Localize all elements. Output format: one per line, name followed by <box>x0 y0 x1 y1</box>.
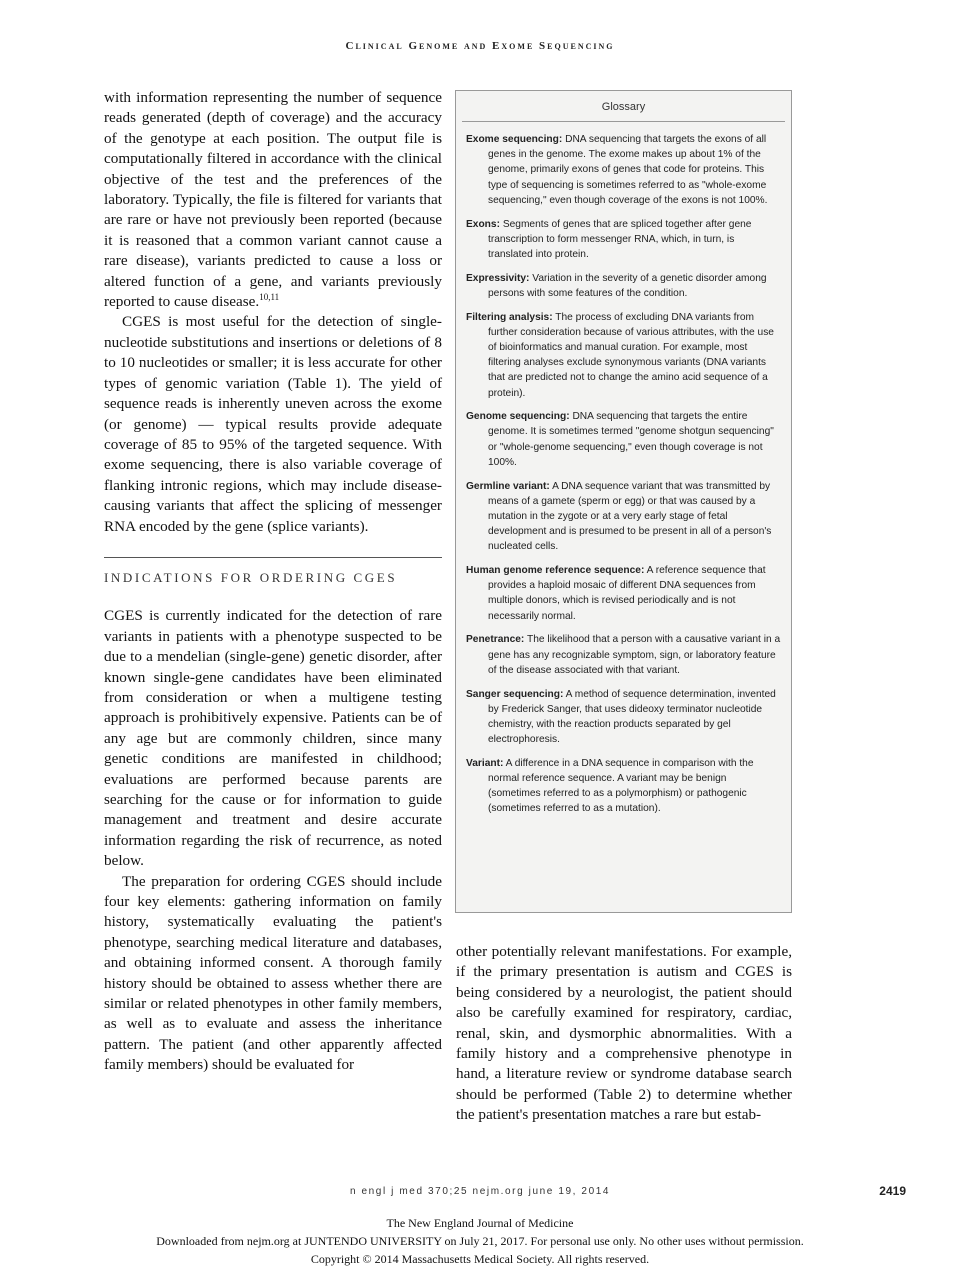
body-paragraph: other potentially relevant manifestations. For example, if the primary presentation is autism and CGES is being considered by a neurologist, the patient should also be carefully examined for respiratory, cardiac, renal, skin, and dysmorphic abnormalities. With a family history and a comprehensive phenotype in hand, a literature review or syndrome database search should be performed (Table 2) to determine whether the patient's presentation matches a rare but estab- <box>456 943 792 1124</box>
glossary-entry <box>466 479 781 555</box>
glossary-term: Exome sequencing: <box>466 134 563 145</box>
copyright-notice: Copyright © 2014 Massachusetts Medical Society. All rights reserved. <box>310 1252 650 1266</box>
glossary-definition: A method of sequence determination, invented by Frederick Sanger, that uses dideoxy terminator nucleotide chemistry, with the reaction products separated by gel electrophoresis. <box>488 688 776 746</box>
journal-name: The New England Journal of Medicine <box>386 1216 574 1230</box>
glossary-term: Penetrance: <box>466 634 525 646</box>
glossary-definition: Variation in the severity of a genetic disorder among persons with some features of the condition. <box>488 272 767 299</box>
reference-superscript: 10,11 <box>259 292 280 302</box>
glossary-definition: A DNA sequence variant that was transmitted by means of a gamete (sperm or egg) or that was caused by a mutation in the zygote or at a very early stage of fetal development and is presumed to be present in all of a person's nucleated cells. <box>488 480 772 553</box>
glossary-entry <box>466 271 781 301</box>
right-column-continuation <box>456 942 792 1126</box>
body-paragraph: The preparation for ordering CGES should include four key elements: gathering information on family history, systematically evaluating the patient's phenotype, searching medical literature and databases, and obtaining informed consent. A thorough family history should be obtained to assess whether there are similar or related phenotypes in other family members, as well as to evaluate and assess the inheritance pattern. The patient (and other apparently affected family members) should be evaluated for <box>104 872 442 1074</box>
glossary-definition: DNA sequencing that targets the entire genome. It is sometimes termed "genome shotgun sequencing" or "whole-genome sequencing," even though coverage is not 100%. <box>488 411 774 468</box>
glossary-definition: A difference in a DNA sequence in comparison with the normal reference sequence. A variant may be benign (sometimes referred to as a polymorphism) or pathogenic (sometimes referred to as a mutation). <box>488 757 754 815</box>
download-notice: Downloaded from nejm.org at JUNTENDO UNIVERSITY on July 21, 2017. For personal use only. No other uses without permission. <box>156 1234 804 1248</box>
page-number: 2419 <box>879 1184 906 1198</box>
glossary-entry <box>466 687 781 748</box>
glossary-entry <box>466 310 781 401</box>
glossary-term: Sanger sequencing: <box>466 688 564 700</box>
glossary-definition: A reference sequence that provides a haploid mosaic of different DNA sequences from multiple donors, which is revised periodically and is not necessarily normal. <box>488 565 766 622</box>
footer-citation: n engl j med 370;25 nejm.org june 19, 2014 <box>349 1186 611 1197</box>
glossary-definition: Segments of genes that are spliced together after gene transcription to form messenger RNA, which, in turn, is translated into protein. <box>488 218 752 260</box>
glossary-term: Expressivity: <box>466 272 530 284</box>
body-paragraph: with information representing the number of sequence reads generated (depth of coverage) and the accuracy of the genotype at each position. The output file is computationally filtered in accordance with the clinical objective of the test and the preferences of the laboratory. Typically, the file is filtered for variants that are rare or have not previously been reported (because it is reasoned that a common variant cannot cause a rare disease), variants predicted to cause a loss or altered function of a gene, and variants previously reported to cause disease.$^{10,11}$ <box>104 89 442 311</box>
glossary-term: Filtering analysis: <box>466 311 553 323</box>
glossary-term: Exons: <box>466 218 500 230</box>
glossary-title: Glossary <box>462 91 785 122</box>
glossary-entry <box>466 756 781 817</box>
body-paragraph: CGES is most useful for the detection of single-nucleotide substitutions and insertions or deletions of 8 to 10 nucleotides or smaller; it is less accurate for other types of genomic variation (Table 1). The yield of sequence reads is inherently uneven across the exome (or genome) — typical results provide adequate coverage of 85 to 95% of the targeted sequence. With exome sequencing, there is also variable coverage of flanking intronic regions, which may include disease-causing variants that affect the splicing of messenger RNA encoded by the gene (splice variants). <box>104 313 442 535</box>
glossary-entry <box>466 409 781 470</box>
left-column <box>104 88 442 1076</box>
glossary-term: Variant: <box>466 757 504 769</box>
glossary-entry <box>466 632 781 678</box>
glossary-entry <box>466 132 781 208</box>
glossary-definition: DNA sequencing that targets the exons of all genes in the genome. The exome makes up about 1% of the genome, primarily exons of genes that code for proteins. This type of sequencing is sometimes referred to as "whole-exome sequencing," even though coverage of the exons is not 100%. <box>488 134 768 206</box>
glossary-entry <box>466 217 781 263</box>
body-paragraph: CGES is currently indicated for the detection of rare variants in patients with a phenotype suspected to be due to a mendelian (single-gene) genetic disorder, after known single-gene candidates have been eliminated from consideration or when a multigene testing approach is prohibitively expensive. Patients can be of any age but are commonly children, since many genetic conditions are manifested in childhood; evaluations are performed because parents are searching for the cause or for information to guide management and treatment and desire accurate information regarding the risk of recurrence, as noted below. <box>104 607 442 870</box>
glossary-definition: The process of excluding DNA variants from further consideration because of various attributes, with the use of bioinformatics and manual curation. For example, most filtering analyses exclude synonymous variants (DNA variants that are predicted not to change the amino acid sequence of a protein). <box>488 311 774 399</box>
glossary-term: Germline variant: <box>466 480 550 492</box>
running-head: Clinical Genome and Exome Sequencing <box>345 40 615 52</box>
glossary-term: Genome sequencing: <box>466 411 570 423</box>
glossary-list <box>456 122 791 817</box>
glossary-term: Human genome reference sequence: <box>466 565 645 577</box>
glossary-definition: The likelihood that a person with a causative variant in a gene has any recognizable symptom, sign, or laboratory feature of the disease associated with that variant. <box>488 634 781 676</box>
glossary-box <box>455 90 792 913</box>
section-heading: INDICATIONS FOR ORDERING CGES <box>104 557 442 588</box>
glossary-entry <box>466 563 781 624</box>
